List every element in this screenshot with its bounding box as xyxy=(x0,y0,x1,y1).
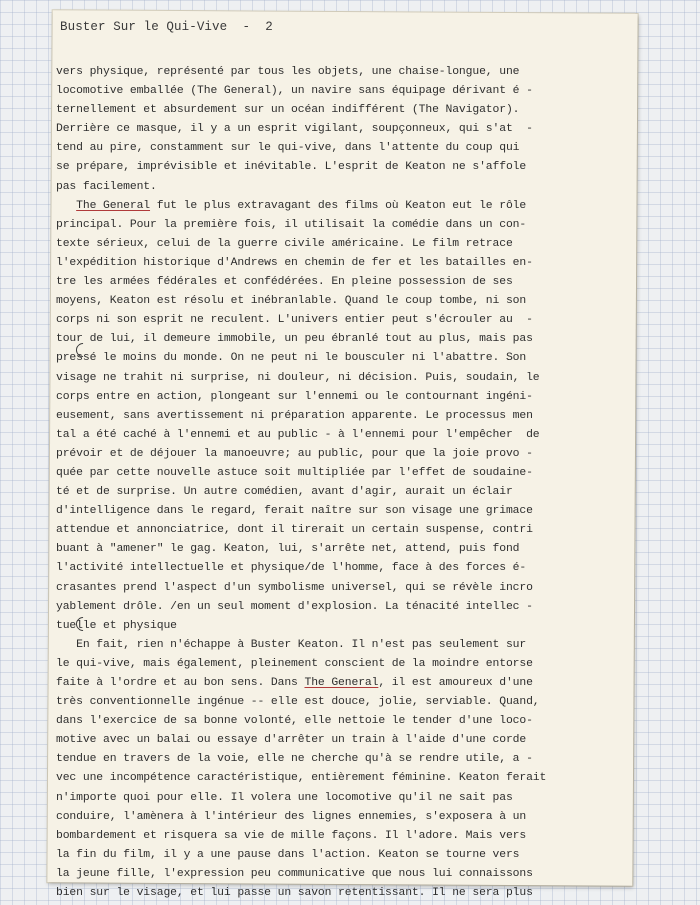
text-line: tuelle et physique xyxy=(56,619,177,632)
text-line: quée par cette nouvelle astuce soit multipliée par l'effet de soudaine- xyxy=(56,466,533,479)
text-line: yablement drôle. /en un seul moment d'explosion. La ténacité intellec - xyxy=(56,600,533,613)
text-line: corps entre en action, plongeant sur l'ennemi ou le contournant ingéni- xyxy=(56,390,533,403)
text-line: se prépare, imprévisible et inévitable. L'esprit de Keaton ne s'affole xyxy=(56,161,527,174)
text-line: moyens, Keaton est résolu et inébranlable. Quand le coup tombe, ni son xyxy=(56,295,527,308)
text-line: attendue et annonciatrice, dont il tirerait un certain suspense, contri xyxy=(56,524,533,537)
text-line: corps ni son esprit ne reculent. L'univers entier peut s'écrouler au - xyxy=(56,314,533,327)
text-line: eusement, sans avertissement ni préparation apparente. Le processus men xyxy=(56,409,533,422)
text-line: très conventionnelle ingénue -- elle est douce, jolie, serviable. Quand, xyxy=(56,696,540,709)
text-line: motive avec un balai ou essaye d'arrêter un train à l'aide d'une corde xyxy=(56,734,527,747)
page-number: 2 xyxy=(265,20,273,34)
body-text xyxy=(56,63,576,903)
text-line: texte sérieux, celui de la guerre civile américaine. Le film retrace xyxy=(56,237,513,250)
text-line: la fin du film, il y a une pause dans l'action. Keaton se tourne vers xyxy=(56,848,520,861)
text-line: ternellement et absurdement sur un océan indifférent (The Navigator). xyxy=(56,104,520,117)
text-line: prévoir et de déjouer la manoeuvre; au public, pour que la joie provo - xyxy=(56,447,533,460)
text-line: faite à l'ordre et au bon sens. Dans The General, il est amoureux d'une xyxy=(56,677,533,689)
text-line: vec une incompétence caractéristique, entièrement féminine. Keaton ferait xyxy=(56,772,547,785)
text-line: tre les armées fédérales et confédérées. En pleine possession de ses xyxy=(56,276,513,289)
text-line: pressé le moins du monde. On ne peut ni le bousculer ni l'abattre. Son xyxy=(56,352,527,365)
text-line: buant à "amener" le gag. Keaton, lui, s'arrête net, attend, puis fond xyxy=(56,543,520,556)
text-line: n'importe quoi pour elle. Il volera une locomotive qu'il ne sait pas xyxy=(56,791,513,804)
text-line: tal a été caché à l'ennemi et au public - à l'ennemi pour l'empêcher de xyxy=(56,428,540,441)
text-line: vers physique, représenté par tous les objets, une chaise-longue, une xyxy=(56,66,520,78)
text-line: En fait, rien n'échappe à Buster Keaton. Il n'est pas seulement sur xyxy=(56,638,527,651)
text-line: locomotive emballée (The General), un navire sans équipage dérivant é - xyxy=(56,85,533,98)
text-line: conduire, l'amènera à l'intérieur des lignes ennemies, s'exposera à un xyxy=(56,810,527,823)
text-line: bombardement et risquera sa vie de mille façons. Il l'adore. Mais vers xyxy=(56,829,527,842)
text-line: tend au pire, constamment sur le qui-vive, dans l'attente du coup qui xyxy=(56,142,520,155)
text-line: l'activité intellectuelle et physique/de l'homme, face à des forces é- xyxy=(56,562,527,575)
text-line: té et de surprise. Un autre comédien, avant d'agir, aurait un éclair xyxy=(56,486,513,499)
text-line: l'expédition historique d'Andrews en chemin de fer et les batailles en- xyxy=(56,256,533,269)
text-line: d'intelligence dans le regard, ferait naître sur son visage une grimace xyxy=(56,505,533,518)
text-line: dans l'exercice de sa bonne volonté, elle nettoie le tender d'une loco- xyxy=(56,715,533,728)
page-header xyxy=(60,20,273,34)
text-line: Derrière ce masque, il y a un esprit vigilant, soupçonneux, qui s'at - xyxy=(56,123,533,136)
header-separator: - xyxy=(242,20,251,34)
text-line: The General fut le plus extravagant des films où Keaton eut le rôle xyxy=(76,199,527,212)
text-line: la jeune fille, l'expression peu communicative que nous lui connaissons xyxy=(56,867,533,880)
text-line: bien sur le visage, et lui passe un savon retentissant. Il ne sera plus xyxy=(56,887,533,900)
text-line: visage ne trahit ni surprise, ni douleur, ni décision. Puis, soudain, le xyxy=(56,371,540,384)
text-line: tour de lui, il demeure immobile, un peu ébranlé tout au plus, mais pas xyxy=(56,333,533,346)
text-line: crasantes prend l'aspect d'un symbolisme universel, qui se révèle incro xyxy=(56,581,533,594)
running-title: Buster Sur le Qui-Vive xyxy=(60,20,228,34)
text-line: pas facilement. xyxy=(56,180,157,193)
text-line: principal. Pour la première fois, il utilisait la comédie dans un con- xyxy=(56,218,527,231)
text-line: tendue en travers de la voie, elle ne cherche qu'à se rendre utile, a - xyxy=(56,753,533,766)
text-line: le qui-vive, mais également, pleinement conscient de la moindre entorse xyxy=(56,657,533,670)
